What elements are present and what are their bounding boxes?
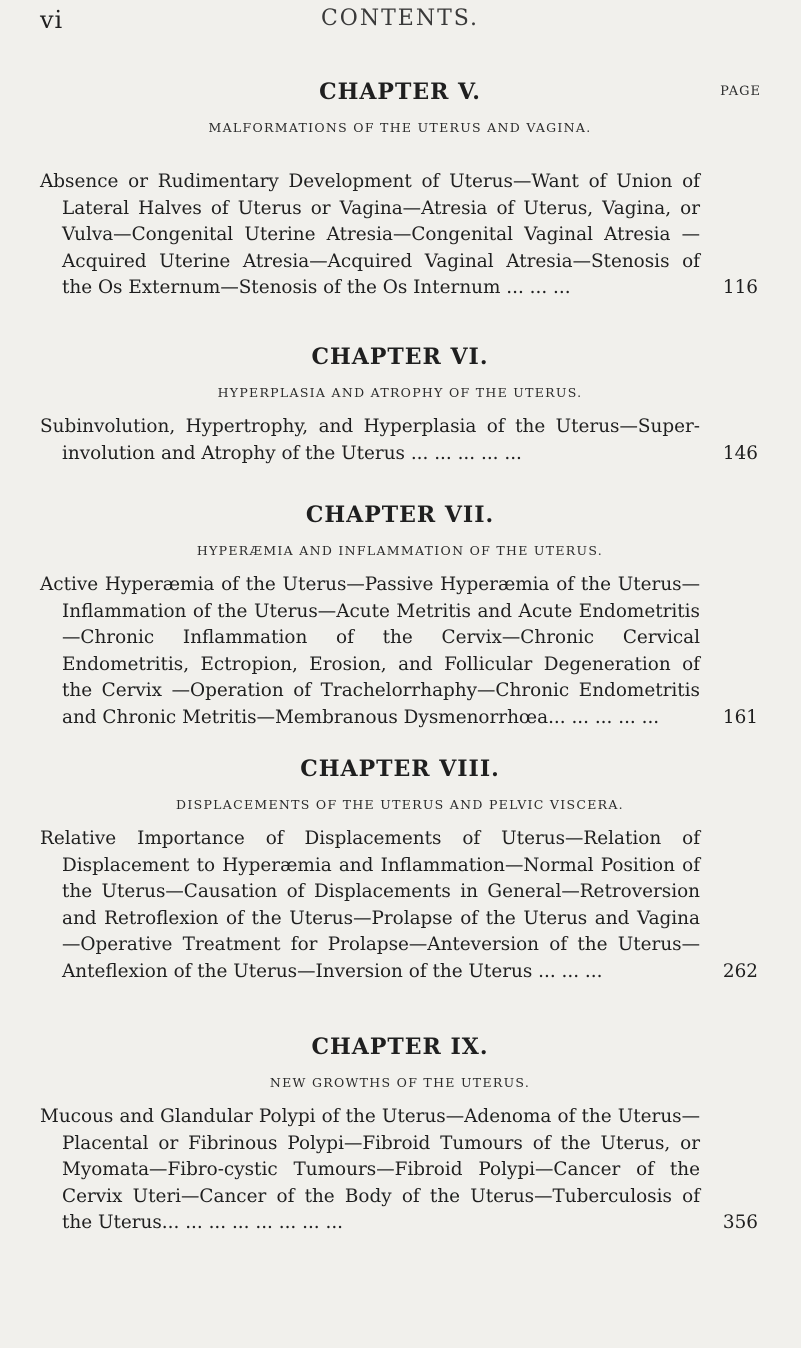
chapter-heading: CHAPTER VIII. xyxy=(300,756,500,782)
page-number: vi xyxy=(40,6,64,34)
chapter-heading: CHAPTER IX. xyxy=(311,1034,489,1060)
running-head xyxy=(40,6,760,36)
entry-text: Subinvolution, Hypertrophy, and Hyperplasia of the Uterus—Super-involution and Atrophy of the Uterus ... ... ... ... ... xyxy=(40,416,700,464)
page-column-label: PAGE xyxy=(720,84,761,99)
chapter-contents-entry xyxy=(40,169,760,302)
chapter-heading: CHAPTER VII. xyxy=(305,502,495,528)
chapter-subtitle: DISPLACEMENTS OF THE UTERUS AND PELVIC VISCERA. xyxy=(176,797,624,812)
running-title: CONTENTS. xyxy=(320,6,480,31)
entry-page-number: 356 xyxy=(722,1212,758,1234)
entry-page-number: 262 xyxy=(722,960,758,982)
chapter-vi xyxy=(40,343,760,467)
chapter-subtitle: HYPERÆMIA AND INFLAMMATION OF THE UTERUS. xyxy=(196,543,604,558)
entry-page-number: 146 xyxy=(722,442,758,464)
chapter-heading: CHAPTER V. xyxy=(319,79,481,105)
chapter-ix xyxy=(40,1033,760,1237)
entry-text: Mucous and Glandular Polypi of the Uterus—Adenoma of the Uterus—Placental or Fibrinous Polypi—Fibroid Tumours of the Uterus, or Myomata—Fibro-cystic Tumours—Fibroid Polypi—Cancer of the Cervix Uteri—Cancer of the Body of the Uterus—Tuberculosis of the Uterus... ... ... ... ... ... ... ... xyxy=(40,1106,700,1234)
chapter-contents-entry xyxy=(40,414,760,467)
entry-page-number: 161 xyxy=(722,706,758,728)
entry-text: Relative Importance of Displacements of Uterus—Relation of Displacement to Hyperæmia and Inflammation—Normal Position of the Uterus—Causation of Displacements in General—Retroversion and Retroflexion of the Uterus—Prolapse of the Uterus and Vagina—Operative Treatment for Prolapse—Anteversion of the Uterus—Anteflexion of the Uterus—Inversion of the Uterus ... ... ... xyxy=(40,828,700,982)
chapter-viii xyxy=(40,755,760,986)
chapter-heading: CHAPTER VI. xyxy=(311,344,489,370)
chapter-subtitle: NEW GROWTHS OF THE UTERUS. xyxy=(269,1075,531,1090)
chapter-vii xyxy=(40,501,760,732)
chapter-subtitle: HYPERPLASIA AND ATROPHY OF THE UTERUS. xyxy=(217,385,583,400)
chapter-v xyxy=(40,78,760,302)
entry-text: Absence or Rudimentary Development of Uterus—Want of Union of Lateral Halves of Uterus or Vagina—Atresia of Uterus, Vagina, or Vulva—Congenital Uterine Atresia—Congenital Vaginal Atresia —Acquired Uterine Atresia—Acquired Vaginal Atresia—Stenosis of the Os Externum—Stenosis of the Os Internum ... ... ... xyxy=(40,171,700,299)
chapter-subtitle: MALFORMATIONS OF THE UTERUS AND VAGINA. xyxy=(208,120,592,135)
chapter-contents-entry xyxy=(40,572,760,732)
entry-text: Active Hyperæmia of the Uterus—Passive Hyperæmia of the Uterus—Inflammation of the Uterus—Acute Metritis and Acute Endometritis —Chronic Inflammation of the Cervix—Chronic Cervical Endometritis, Ectropion, Erosion, and Follicular Degeneration of the Cervix —Operation of Trachelorrhaphy—Chronic Endometritis and Chronic Metritis—Membranous Dysmenorrhœa... ... ... ... ... xyxy=(40,574,700,728)
chapter-contents-entry xyxy=(40,1104,760,1237)
chapter-contents-entry xyxy=(40,826,760,986)
entry-page-number: 116 xyxy=(722,277,758,299)
